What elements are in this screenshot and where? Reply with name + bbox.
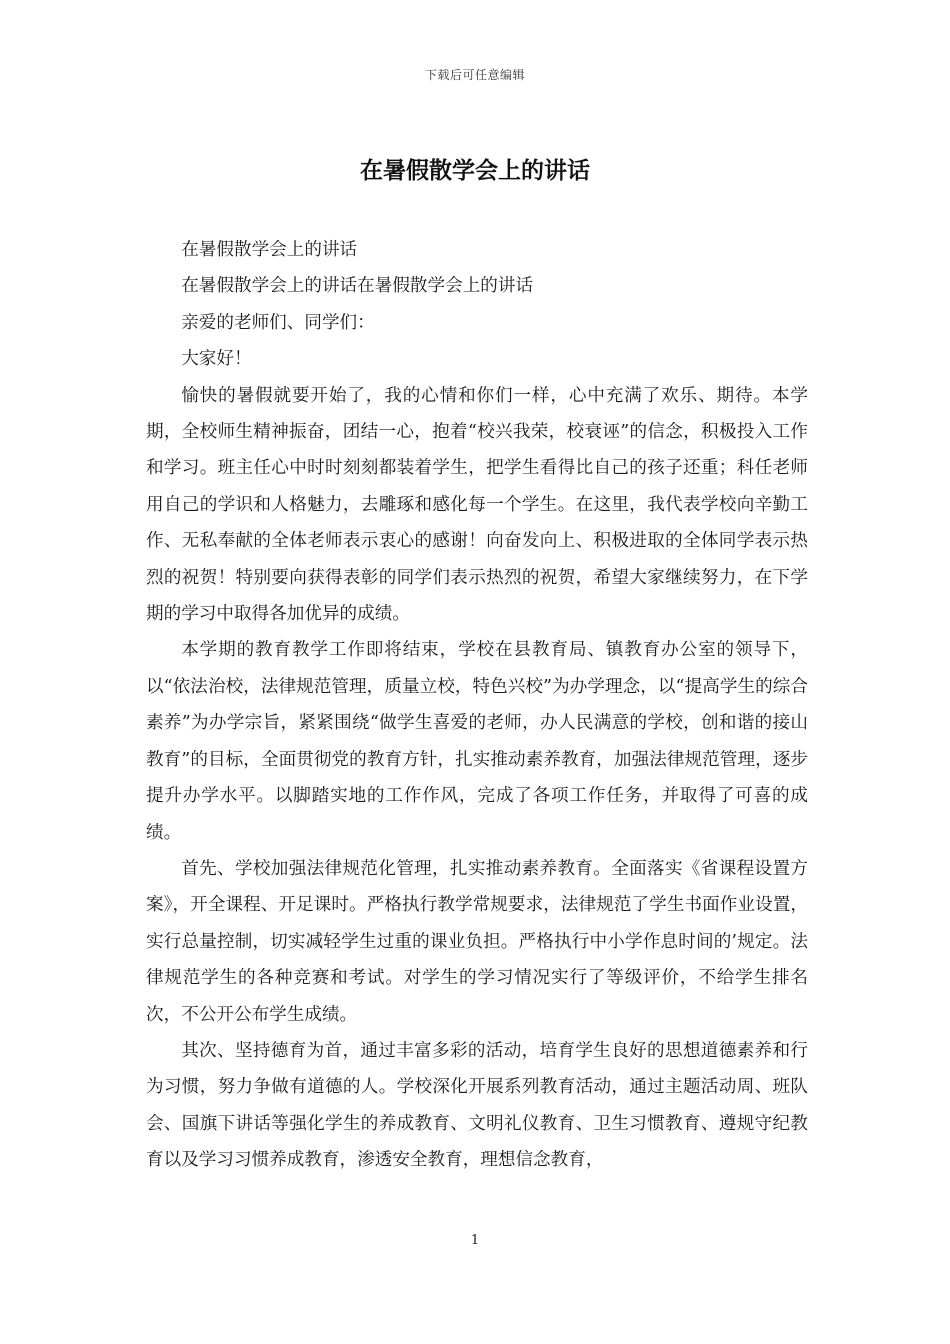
body-paragraph: 在暑假散学会上的讲话 (181, 240, 358, 260)
document-body (146, 232, 808, 1179)
body-paragraph: 其次、坚持德育为首，通过丰富多彩的活动，培育学生良好的思想道德素养和行为习惯，努力争做有道德的人。学校深化开展系列教育活动，通过主题活动周、班队会、国旗下讲话等强化学生的养成教育、文明礼仪教育、卫生习惯教育、遵规守纪教育以及学习习惯养成教育，渗透安全教育，理想信念教育， (146, 1040, 808, 1171)
body-paragraph: 愉快的暑假就要开始了，我的心情和你们一样，心中充满了欢乐、期待。本学期，全校师生精神振奋，团结一心，抱着“校兴我荣，校衰诬”的信念，积极投入工作和学习。班主任心中时时刻刻都装着学生，把学生看得比自己的孩子还重；科任老师用自己的学识和人格魅力，去雕琢和感化每一个学生。在这里，我代表学校向辛勤工作、无私奉献的全体老师表示衷心的感谢！向奋发向上、积极进取的全体同学表示热烈的祝贺！特别要向获得表彰的同学们表示热烈的祝贺，希望大家继续努力，在下学期的学习中取得各加优异的成绩。 (146, 385, 808, 625)
salutation: 亲爱的老师们、同学们： (181, 312, 375, 333)
body-paragraph: 在暑假散学会上的讲话在暑假散学会上的讲话 (181, 276, 534, 297)
body-paragraph: 首先、学校加强法律规范化管理，扎实推动素养教育。全面落实《省课程设置方案》，开全课程、开足课时。严格执行教学常规要求，法律规范了学生书面作业设置，实行总量控制，切实减轻学生过重的课业负担。严格执行中小学作息时间的’规定。法律规范学生的各种竞赛和考试。对学生的学习情况实行了等级评价，不给学生排名次，不公开公布学生成绩。 (146, 858, 808, 1025)
greeting: 大家好！ (181, 349, 252, 370)
page-header-note: 下载后可任意编辑 (424, 68, 525, 82)
page-number: 1 (470, 1233, 480, 1248)
document-title: 在暑假散学会上的讲话 (360, 157, 590, 184)
body-paragraph: 本学期的教育教学工作即将结束，学校在县教育局、镇教育办公室的领导下，以“依法治校，法律规范管理，质量立校，特色兴校”为办学理念，以“提高学生的综合素养”为办学宗旨，紧紧围绕“做学生喜爱的老师，办人民满意的学校，创和谐的接山教育”的目标，全面贯彻党的教育方针，扎实推动素养教育，加强法律规范管理，逐步提升办学水平。以脚踏实地的工作作风，完成了各项工作任务，并取得了可喜的成绩。 (146, 640, 808, 843)
